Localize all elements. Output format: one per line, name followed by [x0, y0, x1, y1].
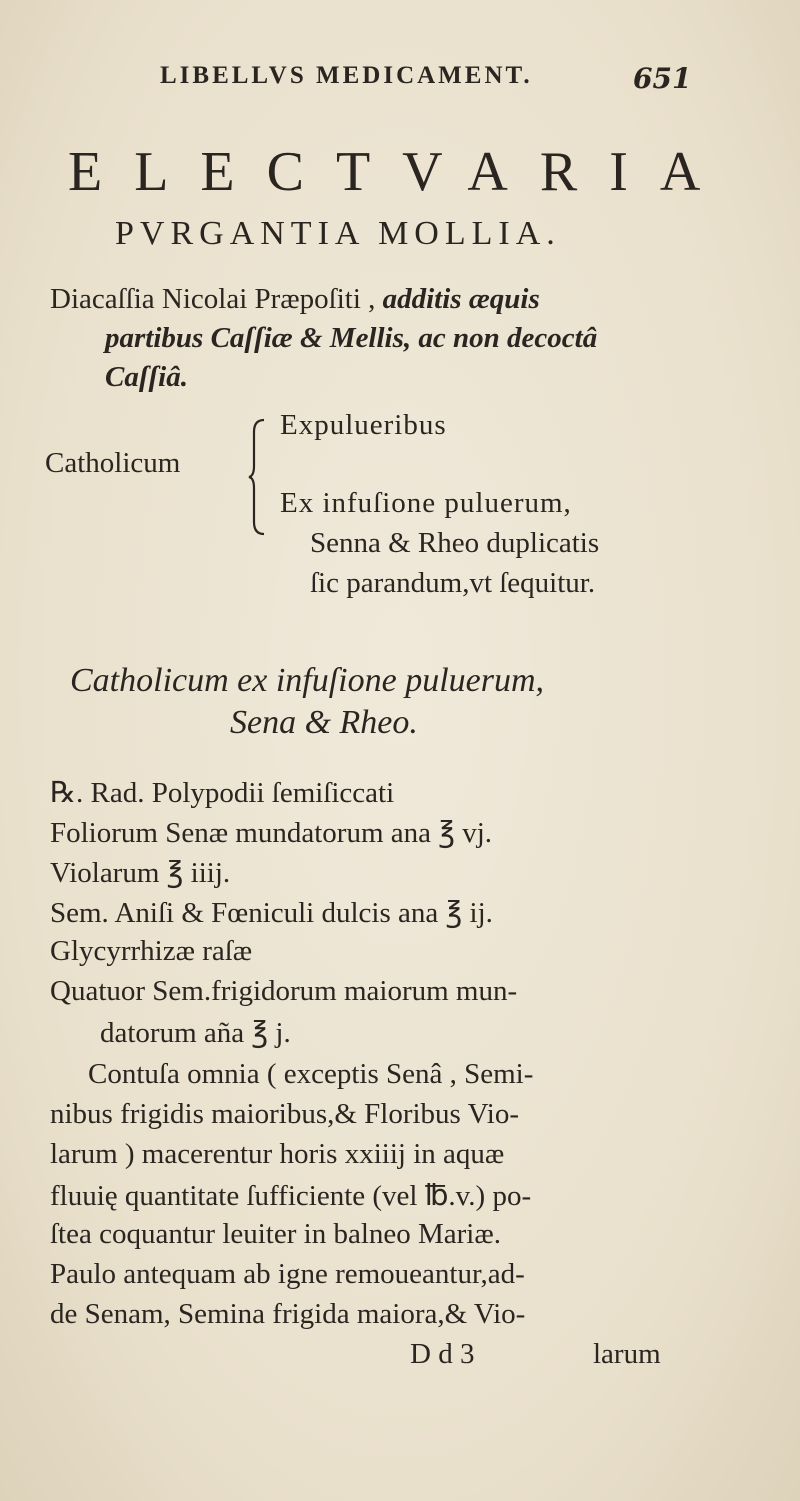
diacassia-note-2: partibus Caſſiæ & Mellis, ac non decoctâ: [105, 322, 598, 354]
body-line: fluuię quantitate ſufficiente (vel ℔.v.) po-: [50, 1180, 532, 1212]
body-line: ſtea coquantur leuiter in balneo Mariæ.: [50, 1218, 501, 1250]
ingredient-line: Foliorum Senæ mundatorum ana ℥ vj.: [50, 817, 493, 849]
recipe-title-line-1: Catholicum ex infuſione puluerum,: [70, 662, 545, 699]
body-line: de Senam, Semina frigida maiora,& Vio-: [50, 1298, 526, 1330]
recipe-title-line-2: Sena & Rheo.: [230, 704, 418, 741]
page-subtitle: PVRGANTIA MOLLIA.: [115, 215, 561, 252]
diacassia-note-1: additis æquis: [382, 283, 540, 315]
catholicum-branch-2-line-2: Senna & Rheo duplicatis: [310, 527, 600, 559]
ingredient-line: Quatuor Sem.frigidorum maiorum mun-: [50, 975, 518, 1007]
body-line: nibus frigidis maioribus,& Floribus Vio-: [50, 1098, 519, 1130]
ingredient-line: ℞. Rad. Polypodii ſemiſiccati: [50, 777, 395, 809]
ingredient-line: Violarum ℥ iiij.: [50, 857, 231, 889]
catholicum-branch-2-line-1: Ex infuſione puluerum,: [280, 487, 572, 519]
diacassia-note-3: Caſſiâ.: [105, 361, 188, 393]
diacassia-name: Diacaſſia Nicolai Præpoſiti ,: [50, 283, 376, 315]
signature-mark: D d 3: [410, 1338, 475, 1370]
ingredient-line: datorum aña ℥ j.: [100, 1017, 291, 1049]
curly-brace-icon: [248, 418, 266, 536]
body-line: larum ) macerentur horis xxiiij in aquæ: [50, 1138, 505, 1170]
catholicum-branch-2-line-3: ſic parandum,vt ſequitur.: [310, 567, 596, 599]
ingredient-line: Glycyrrhizæ raſæ: [50, 935, 253, 967]
page-title: ELECTVARIA: [68, 141, 733, 203]
catchword: larum: [593, 1338, 661, 1370]
diacassia-entry: [50, 283, 540, 316]
catholicum-label: Catholicum: [45, 447, 181, 479]
running-title: LIBELLVS MEDICAMENT.: [160, 62, 533, 89]
ingredient-line: Sem. Aniſi & Fœniculi dulcis ana ℥ ij.: [50, 897, 493, 929]
page-number: 651: [633, 62, 692, 95]
catholicum-branch-1: Expulueribus: [280, 409, 447, 441]
body-line: Contuſa omnia ( exceptis Senâ , Semi-: [88, 1058, 534, 1090]
body-line: Paulo antequam ab igne remoueantur,ad-: [50, 1258, 525, 1290]
